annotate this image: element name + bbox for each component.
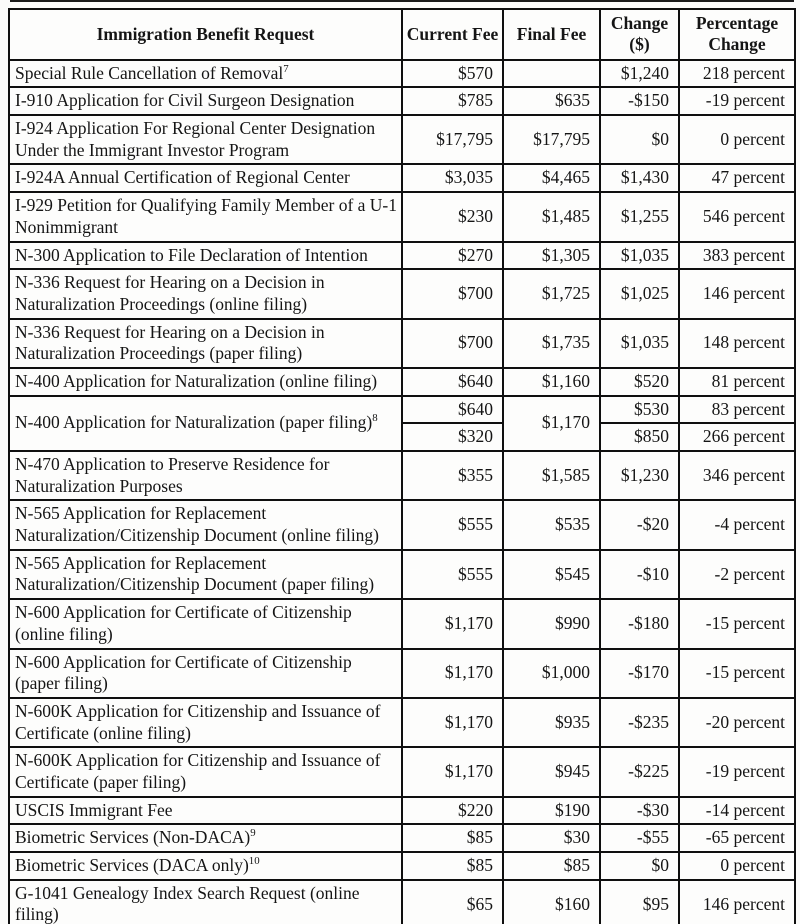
final-fee-cell: $935: [503, 698, 600, 747]
final-fee-cell: $535: [503, 500, 600, 549]
benefit-label-cell: [9, 500, 402, 549]
benefit-label: N-600K Application for Citizenship and Issuance of Certificate (paper filing): [15, 750, 381, 792]
benefit-label-cell: [9, 852, 402, 880]
percent-change-cell: 0 percent: [679, 115, 795, 164]
current-fee-cell: $555: [402, 500, 503, 549]
final-fee-cell: $1,485: [503, 192, 600, 241]
benefit-label: N-565 Application for Replacement Naturalization/Citizenship Document (paper filing): [15, 552, 375, 595]
final-fee-cell: $160: [503, 880, 600, 924]
change-cell: -$180: [600, 599, 679, 648]
table-row: [9, 192, 795, 241]
final-fee-cell: $945: [503, 747, 600, 796]
current-fee-cell: $320: [402, 423, 503, 451]
footnote-superscript: 10: [248, 855, 260, 868]
final-fee-cell: $85: [503, 852, 600, 880]
final-fee-cell: $1,160: [503, 368, 600, 396]
fee-table-header: [9, 9, 795, 60]
final-fee-cell: $1,170: [503, 396, 600, 451]
percent-change-cell: 546 percent: [679, 192, 795, 241]
current-fee-cell: $1,170: [402, 698, 503, 747]
header-row: [9, 9, 795, 60]
change-cell: $0: [600, 115, 679, 164]
benefit-label: G-1041 Genealogy Index Search Request (online filing): [15, 882, 360, 924]
current-fee-cell: $700: [402, 269, 503, 318]
header-change-dollars: Change ($): [600, 9, 679, 60]
benefit-label: I-910 Application for Civil Surgeon Designation: [15, 90, 355, 111]
current-fee-cell: $700: [402, 319, 503, 368]
table-row: [9, 880, 795, 924]
change-cell: $850: [600, 423, 679, 451]
current-fee-cell: $85: [402, 852, 503, 880]
change-cell: $530: [600, 396, 679, 424]
percent-change-cell: -4 percent: [679, 500, 795, 549]
current-fee-cell: $555: [402, 550, 503, 599]
benefit-label: N-600 Application for Certificate of Citizenship (online filing): [15, 602, 352, 644]
change-cell: $1,035: [600, 319, 679, 368]
header-benefit-request: Immigration Benefit Request: [9, 9, 402, 60]
final-fee-cell: $30: [503, 824, 600, 852]
benefit-label: Biometric Services (DACA only): [15, 855, 249, 875]
fee-table: [8, 8, 796, 924]
change-cell: $1,035: [600, 242, 679, 270]
percent-change-cell: -15 percent: [679, 649, 795, 698]
benefit-label: N-470 Application to Preserve Residence for Naturalization Purposes: [15, 454, 330, 496]
header-percentage-change: Percentage Change: [679, 9, 795, 60]
benefit-label: N-600 Application for Certificate of Citizenship (paper filing): [15, 651, 352, 694]
final-fee-cell: [503, 60, 600, 88]
change-cell: -$150: [600, 87, 679, 115]
benefit-label: N-336 Request for Hearing on a Decision in Naturalization Proceedings (paper filing): [15, 321, 325, 364]
benefit-label-cell: [9, 115, 402, 164]
percent-change-cell: -15 percent: [679, 599, 795, 648]
benefit-label-cell: [9, 87, 402, 115]
current-fee-cell: $1,170: [402, 747, 503, 796]
benefit-label: N-600K Application for Citizenship and Issuance of Certificate (online filing): [15, 700, 381, 743]
final-fee-cell: $1,000: [503, 649, 600, 698]
current-fee-cell: $17,795: [402, 115, 503, 164]
change-cell: -$55: [600, 824, 679, 852]
current-fee-cell: $270: [402, 242, 503, 270]
benefit-label-cell: [9, 649, 402, 698]
final-fee-cell: $17,795: [503, 115, 600, 164]
change-cell: $95: [600, 880, 679, 924]
table-row: [9, 500, 795, 549]
change-cell: $0: [600, 852, 679, 880]
benefit-label-cell: [9, 269, 402, 318]
benefit-label-cell: [9, 599, 402, 648]
percent-change-cell: -2 percent: [679, 550, 795, 599]
final-fee-cell: $4,465: [503, 164, 600, 192]
fee-table-body: [9, 60, 795, 924]
percent-change-cell: 0 percent: [679, 852, 795, 880]
percent-change-cell: 383 percent: [679, 242, 795, 270]
header-final-fee: Final Fee: [503, 9, 600, 60]
benefit-label: Special Rule Cancellation of Removal: [15, 62, 284, 83]
final-fee-cell: $545: [503, 550, 600, 599]
change-cell: $1,255: [600, 192, 679, 241]
percent-change-cell: 148 percent: [679, 319, 795, 368]
benefit-label: Biometric Services (Non-DACA): [15, 827, 251, 848]
benefit-label-cell: [9, 824, 402, 852]
table-row: [9, 852, 795, 880]
benefit-label-cell: [9, 319, 402, 368]
percent-change-cell: -14 percent: [679, 797, 795, 825]
benefit-label-cell: [9, 880, 402, 924]
benefit-label-cell: [9, 396, 402, 451]
percent-change-cell: 146 percent: [679, 269, 795, 318]
current-fee-cell: $65: [402, 880, 503, 924]
benefit-label: N-400 Application for Naturalization (paper filing): [15, 412, 373, 433]
benefit-label: I-924A Annual Certification of Regional Center: [15, 167, 350, 188]
table-row: [9, 115, 795, 164]
benefit-label-cell: [9, 242, 402, 270]
benefit-label: N-336 Request for Hearing on a Decision in Naturalization Proceedings (online filing): [15, 272, 325, 314]
change-cell: -$20: [600, 500, 679, 549]
benefit-label-cell: [9, 698, 402, 747]
table-row: [9, 319, 795, 368]
benefit-label: N-565 Application for Replacement Naturalization/Citizenship Document (online filing): [15, 503, 380, 546]
benefit-label-cell: [9, 797, 402, 825]
benefit-label: USCIS Immigrant Fee: [15, 799, 173, 820]
change-cell: -$235: [600, 698, 679, 747]
table-row: [9, 396, 795, 424]
table-row: [9, 242, 795, 270]
table-row: [9, 599, 795, 648]
table-row: [9, 649, 795, 698]
current-fee-cell: $220: [402, 797, 503, 825]
change-cell: $1,025: [600, 269, 679, 318]
current-fee-cell: $355: [402, 451, 503, 500]
benefit-label: I-929 Petition for Qualifying Family Member of a U-1 Nonimmigrant: [15, 195, 398, 237]
benefit-label-cell: [9, 550, 402, 599]
benefit-label-cell: [9, 451, 402, 500]
benefit-label-cell: [9, 60, 402, 88]
final-fee-cell: $1,305: [503, 242, 600, 270]
current-fee-cell: $230: [402, 192, 503, 241]
benefit-label-cell: [9, 164, 402, 192]
percent-change-cell: 346 percent: [679, 451, 795, 500]
current-fee-cell: $3,035: [402, 164, 503, 192]
change-cell: -$225: [600, 747, 679, 796]
percent-change-cell: 47 percent: [679, 164, 795, 192]
table-row: [9, 747, 795, 796]
change-cell: $1,240: [600, 60, 679, 88]
benefit-label: N-300 Application to File Declaration of Intention: [15, 244, 368, 265]
table-row: [9, 451, 795, 500]
percent-change-cell: -65 percent: [679, 824, 795, 852]
table-row: [9, 269, 795, 318]
percent-change-cell: 146 percent: [679, 880, 795, 924]
current-fee-cell: $570: [402, 60, 503, 88]
cropped-border-line: [10, 0, 794, 2]
table-row: [9, 164, 795, 192]
percent-change-cell: 83 percent: [679, 396, 795, 424]
change-cell: -$30: [600, 797, 679, 825]
final-fee-cell: $1,735: [503, 319, 600, 368]
change-cell: $520: [600, 368, 679, 396]
final-fee-cell: $635: [503, 87, 600, 115]
benefit-label-cell: [9, 747, 402, 796]
benefit-label: N-400 Application for Naturalization (online filing): [15, 370, 378, 391]
change-cell: -$170: [600, 649, 679, 698]
header-current-fee: Current Fee: [402, 9, 503, 60]
table-row: [9, 87, 795, 115]
current-fee-cell: $85: [402, 824, 503, 852]
current-fee-cell: $1,170: [402, 599, 503, 648]
percent-change-cell: -19 percent: [679, 87, 795, 115]
footnote-superscript: 9: [250, 827, 256, 840]
final-fee-cell: $990: [503, 599, 600, 648]
change-cell: $1,230: [600, 451, 679, 500]
current-fee-cell: $640: [402, 396, 503, 424]
change-cell: -$10: [600, 550, 679, 599]
percent-change-cell: 218 percent: [679, 60, 795, 88]
change-cell: $1,430: [600, 164, 679, 192]
footnote-superscript: 8: [372, 412, 378, 425]
current-fee-cell: $1,170: [402, 649, 503, 698]
final-fee-cell: $1,725: [503, 269, 600, 318]
final-fee-cell: $1,585: [503, 451, 600, 500]
percent-change-cell: 81 percent: [679, 368, 795, 396]
current-fee-cell: $640: [402, 368, 503, 396]
table-row: [9, 60, 795, 88]
benefit-label-cell: [9, 192, 402, 241]
table-row: [9, 698, 795, 747]
benefit-label-cell: [9, 368, 402, 396]
table-row: [9, 797, 795, 825]
percent-change-cell: 266 percent: [679, 423, 795, 451]
table-row: [9, 550, 795, 599]
final-fee-cell: $190: [503, 797, 600, 825]
table-row: [9, 368, 795, 396]
current-fee-cell: $785: [402, 87, 503, 115]
footnote-superscript: 7: [283, 62, 289, 75]
percent-change-cell: -20 percent: [679, 698, 795, 747]
table-row: [9, 824, 795, 852]
benefit-label: I-924 Application For Regional Center Designation Under the Immigrant Investor Program: [15, 118, 376, 160]
percent-change-cell: -19 percent: [679, 747, 795, 796]
